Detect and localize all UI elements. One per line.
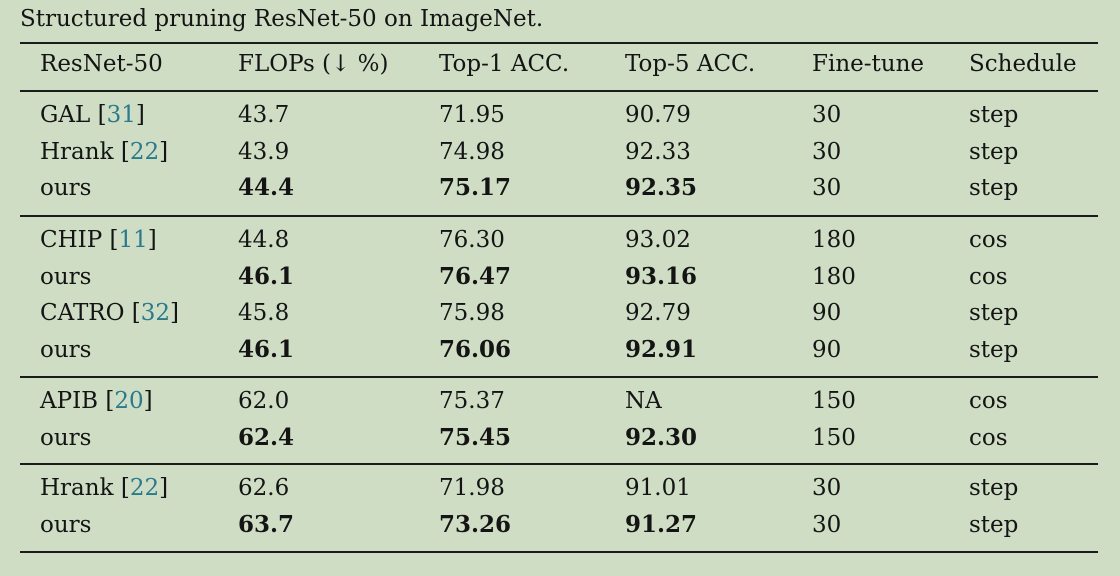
- top1-cell: 71.95: [439, 102, 505, 128]
- top1-cell: 76.47: [439, 262, 512, 290]
- flops-cell: 43.7: [238, 102, 290, 128]
- top5-cell: 92.79: [625, 300, 691, 326]
- method-name: ours: [40, 263, 92, 290]
- table-row: [0, 170, 1120, 206]
- method-name: ours: [40, 175, 92, 201]
- finetune-cell: 180: [812, 227, 856, 253]
- top5-cell: 93.16: [625, 262, 698, 290]
- method-name: Hrank: [40, 138, 114, 165]
- flops-cell: 63.7: [238, 510, 295, 538]
- top1-cell: 75.98: [439, 300, 505, 326]
- finetune-cell: 180: [812, 263, 856, 290]
- top5-cell: 90.79: [625, 102, 691, 128]
- header-schedule: Schedule: [969, 51, 1077, 77]
- top5-cell: 91.27: [625, 510, 698, 538]
- schedule-cell: step: [969, 300, 1019, 326]
- table-row: [0, 420, 1120, 456]
- schedule-cell: cos: [969, 227, 1008, 253]
- method-name: CATRO: [40, 300, 125, 326]
- flops-cell: 62.6: [238, 475, 290, 501]
- top5-cell: 92.35: [625, 174, 698, 201]
- method-cell: Hrank [22]: [40, 138, 169, 165]
- table-row: [0, 295, 1120, 331]
- group-rule: [20, 215, 1098, 217]
- table-row: [0, 259, 1120, 295]
- table-row: [0, 383, 1120, 419]
- schedule-cell: step: [969, 102, 1019, 128]
- top5-cell: 92.91: [625, 335, 698, 363]
- top1-cell: 76.30: [439, 227, 505, 253]
- method-name: ours: [40, 336, 92, 363]
- top1-cell: 75.37: [439, 388, 505, 414]
- schedule-cell: step: [969, 336, 1019, 363]
- finetune-cell: 30: [812, 475, 842, 501]
- finetune-cell: 30: [812, 175, 842, 201]
- method-cell: [40, 420, 91, 456]
- flops-cell: 45.8: [238, 300, 290, 326]
- citation-link[interactable]: 32: [140, 300, 171, 326]
- table-row: [0, 97, 1120, 133]
- top5-cell: 91.01: [625, 475, 691, 501]
- schedule-cell: cos: [969, 388, 1008, 414]
- top1-cell: 71.98: [439, 475, 505, 501]
- table-row: [0, 332, 1120, 368]
- method-name: ours: [40, 424, 92, 451]
- citation-link[interactable]: 22: [129, 475, 160, 501]
- table-row: [0, 134, 1120, 170]
- top1-cell: 73.26: [439, 510, 512, 538]
- schedule-cell: step: [969, 138, 1019, 165]
- top-rule: [20, 42, 1098, 44]
- flops-cell: 46.1: [238, 262, 295, 290]
- table-row: [0, 507, 1120, 543]
- finetune-cell: 90: [812, 300, 842, 326]
- top5-cell: NA: [625, 388, 662, 414]
- group-rule: [20, 463, 1098, 465]
- header-finetune: Fine-tune: [812, 51, 924, 77]
- header-method: ResNet-50: [40, 51, 163, 77]
- method-name: ours: [40, 511, 92, 538]
- method-name: GAL: [40, 102, 91, 128]
- finetune-cell: 90: [812, 336, 842, 363]
- method-cell: GAL [31]: [40, 102, 145, 128]
- flops-cell: 44.8: [238, 227, 290, 253]
- finetune-cell: 30: [812, 138, 842, 165]
- method-cell: [40, 259, 91, 295]
- header-row: [0, 46, 1120, 82]
- schedule-cell: step: [969, 511, 1019, 538]
- method-name: APIB: [40, 388, 99, 414]
- header-rule: [20, 90, 1098, 92]
- header-top1: Top-1 ACC.: [439, 51, 570, 77]
- method-cell: [40, 507, 91, 543]
- table-row: [0, 222, 1120, 258]
- schedule-cell: cos: [969, 424, 1008, 451]
- flops-cell: 62.4: [238, 423, 295, 451]
- finetune-cell: 30: [812, 102, 842, 128]
- top5-cell: 92.33: [625, 138, 691, 165]
- method-cell: CATRO [32]: [40, 300, 180, 326]
- method-name: CHIP: [40, 227, 103, 253]
- citation-link[interactable]: 22: [129, 138, 160, 165]
- bottom-rule: [20, 551, 1098, 553]
- flops-cell: 44.4: [238, 174, 295, 201]
- top1-cell: 75.17: [439, 174, 512, 201]
- finetune-cell: 30: [812, 511, 842, 538]
- table-caption: Structured pruning ResNet-50 on ImageNet.: [20, 6, 544, 32]
- finetune-cell: 150: [812, 388, 856, 414]
- top5-cell: 93.02: [625, 227, 691, 253]
- method-cell: Hrank [22]: [40, 475, 169, 501]
- flops-cell: 62.0: [238, 388, 290, 414]
- citation-link[interactable]: 31: [106, 102, 136, 128]
- top1-cell: 74.98: [439, 138, 505, 165]
- citation-link[interactable]: 20: [114, 388, 144, 414]
- schedule-cell: step: [969, 475, 1019, 501]
- method-cell: CHIP [11]: [40, 227, 157, 253]
- citation-link[interactable]: 11: [118, 227, 148, 253]
- method-cell: [40, 332, 91, 368]
- schedule-cell: cos: [969, 263, 1008, 290]
- header-top5: Top-5 ACC.: [625, 51, 756, 77]
- header-flops: FLOPs (↓ %): [238, 51, 389, 77]
- flops-cell: 43.9: [238, 138, 290, 165]
- top5-cell: 92.30: [625, 423, 698, 451]
- group-rule: [20, 376, 1098, 378]
- flops-cell: 46.1: [238, 335, 295, 363]
- top1-cell: 75.45: [439, 423, 512, 451]
- top1-cell: 76.06: [439, 335, 512, 363]
- method-cell: APIB [20]: [40, 388, 153, 414]
- method-name: Hrank: [40, 475, 114, 501]
- table-row: [0, 470, 1120, 506]
- finetune-cell: 150: [812, 424, 856, 451]
- method-cell: [40, 170, 91, 206]
- schedule-cell: step: [969, 175, 1019, 201]
